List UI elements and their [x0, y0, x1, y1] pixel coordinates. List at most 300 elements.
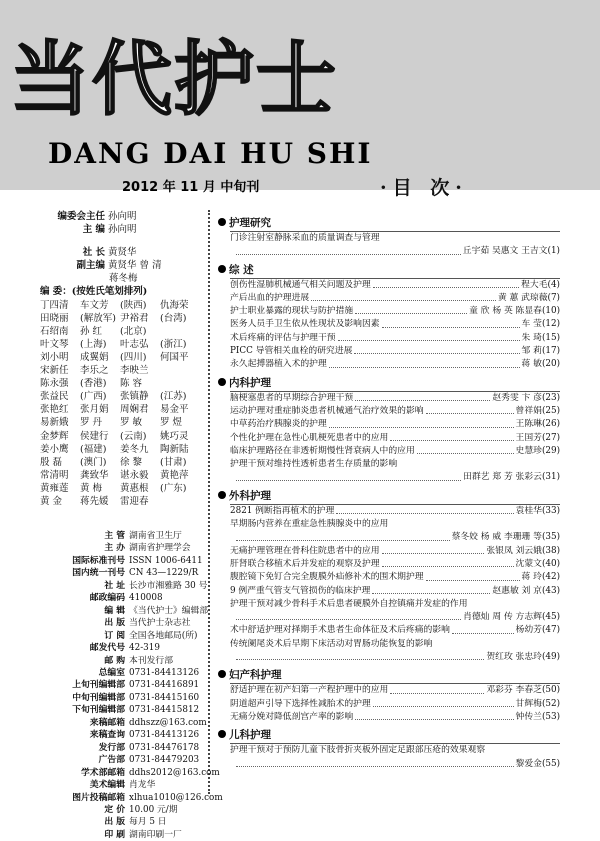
toc-entry-page: (7) [547, 292, 560, 303]
toc-entry-page: (17) [541, 346, 560, 357]
publisher-row [40, 642, 210, 654]
dot-leader [355, 392, 490, 401]
dot-leader [355, 711, 513, 720]
publisher-label: 发行部 [98, 742, 125, 753]
publisher-value: 0731-84413126 [129, 667, 200, 678]
member-name: (四川) [120, 351, 147, 363]
toc-entry-page: (1) [547, 246, 560, 257]
dot-leader [329, 418, 514, 427]
toc-entry-author: 肖德灿 周 传 方志辉 [463, 612, 542, 623]
toc-entry[interactable] [230, 638, 560, 651]
toc-entry-page: (35) [541, 532, 560, 543]
toc-entry[interactable] [230, 505, 560, 518]
toc-entry-page: (15) [541, 332, 560, 343]
publisher-label: 下旬刊编辑部 [72, 705, 125, 716]
dot-leader [382, 558, 514, 567]
toc-entry-page: (47) [541, 625, 560, 636]
publisher-label: 来稿邮箱 [89, 717, 125, 728]
dot-leader [355, 305, 467, 314]
toc-entry-page: (38) [541, 545, 560, 556]
publisher-label: 美术编辑 [89, 780, 125, 791]
member-name: 徐 黎 [120, 456, 143, 468]
publisher-row [40, 717, 210, 729]
toc-entry-title: 门诊注射室静脉采血的质量调查与管理 [230, 233, 380, 243]
toc-entry-page: (31) [541, 472, 560, 483]
member-name: (广西) [80, 391, 107, 403]
member-name: 黄雍莲 [40, 482, 69, 494]
toc-entry[interactable] [230, 651, 560, 664]
toc-entry[interactable] [230, 345, 560, 358]
toc-section-title: 护理研究 [229, 217, 271, 229]
member-name: 石绍南 [40, 325, 69, 337]
toc-entry[interactable] [230, 598, 560, 611]
bullet-icon [218, 491, 226, 499]
dot-leader [372, 585, 490, 594]
publisher-value: 0731-84479203 [129, 755, 200, 766]
publisher-row [40, 729, 210, 741]
journal-title-cn: 当代护士 [10, 33, 338, 126]
publisher-label: 上旬刊编辑部 [72, 680, 125, 691]
dot-leader [311, 292, 496, 301]
member-name: 陈永强 [40, 378, 69, 390]
editorial-board [40, 210, 210, 508]
publisher-value: ddhszz@163.com [129, 717, 207, 728]
member-name: 姚巧灵 [160, 430, 189, 442]
toc-entry-title: 护理干预对于预防儿童下肢骨折夹板外固定足跟部压疮的效果观察 [230, 745, 486, 756]
toc-entry-page: (27) [541, 432, 560, 443]
toc-section-title: 内科护理 [229, 376, 271, 389]
toc-entry-author: 沈蒙文 [515, 558, 542, 569]
publisher-value: CN 43—1229/R [129, 568, 199, 579]
member-name: 成翼娟 [80, 351, 109, 363]
bullet-icon [218, 218, 226, 226]
publisher-row [40, 692, 210, 704]
toc-entry-author: 赵秀雯 卞 彦 [492, 392, 542, 403]
member-row [40, 377, 210, 390]
toc-entry-author: 蒋 玲 [521, 572, 542, 583]
toc-entry-author: 王陈琳 [515, 419, 542, 430]
toc-entry-title: 产后出血的护理进展 [230, 292, 310, 303]
toc-entry[interactable] [230, 245, 560, 258]
publisher-value: 42-319 [129, 643, 160, 654]
member-name: 黄 金 [40, 495, 63, 507]
toc-entry-page: (53) [541, 711, 560, 722]
member-name: (陕西) [120, 299, 147, 311]
publisher-info [40, 530, 223, 841]
toc-entry[interactable] [230, 531, 560, 544]
toc-entry-title: 医务人员手卫生依从性现状及影响因素 [230, 319, 380, 330]
toc-entry-page: (12) [541, 319, 560, 330]
bullet-icon [218, 265, 226, 273]
publisher-row [40, 655, 210, 667]
toc-entry[interactable] [230, 432, 560, 445]
toc-entry[interactable] [230, 445, 560, 458]
bullet-icon [218, 670, 226, 678]
toc-section-heading [230, 375, 560, 392]
vice-editor: 副主编 黄贤华 曾 清 [76, 260, 162, 272]
member-name: (上海) [80, 338, 107, 350]
member-name: 张艳红 [40, 404, 69, 416]
toc-entry[interactable] [230, 744, 560, 757]
publisher-value: 10.00 元/期 [129, 804, 178, 815]
toc-entry-page: (10) [541, 306, 560, 317]
toc-entry[interactable] [230, 758, 560, 771]
publisher-label: 国际标准刊号 [72, 555, 125, 566]
dot-leader [236, 758, 514, 767]
publisher-row [40, 679, 210, 691]
publisher-value: 每月 5 日 [129, 817, 167, 828]
dot-leader [236, 611, 461, 620]
toc-entry-page: (29) [541, 445, 560, 456]
toc-entry[interactable] [230, 232, 560, 245]
toc-entry-page: (33) [541, 505, 560, 516]
publisher-value: 0731-84413126 [129, 730, 200, 741]
toc-entry[interactable] [230, 458, 560, 471]
publisher-label: 定 价 [104, 804, 125, 815]
member-row [40, 403, 210, 416]
toc-heading: ·目 次· [380, 177, 468, 199]
member-name: (甘肃) [160, 456, 187, 468]
publisher-label: 来稿查询 [89, 730, 125, 741]
member-row [40, 325, 210, 338]
member-name: 谌永毅 [120, 469, 149, 481]
toc-entry-author: 邓彩芬 李春芝 [486, 685, 542, 696]
publisher-label: 社 址 [104, 580, 125, 591]
dot-leader [390, 432, 513, 441]
toc-entry-title: 术后疼痛的评估与护理干预 [230, 332, 336, 343]
toc-entry-title: 临床护理路径在非透析期慢性肾衰病人中的应用 [230, 445, 415, 456]
toc-entry-title: 护士职业暴露的现状与防护措施 [230, 306, 354, 317]
toc-entry-page: (55) [541, 758, 560, 769]
member-row [40, 482, 210, 495]
dot-leader [236, 471, 461, 480]
toc-entry[interactable] [230, 332, 560, 345]
publisher-value: 全国各地邮局(所) [129, 630, 198, 641]
publisher-row [40, 742, 210, 754]
member-row [40, 338, 210, 351]
toc-entry-page: (52) [541, 698, 560, 709]
publisher-row [40, 779, 210, 791]
publisher-label: 出 版 [104, 817, 125, 828]
dot-leader [373, 698, 514, 707]
publisher-label: 总编室 [98, 667, 125, 678]
toc-entry-author: 田群艺 郑 芳 张彩云 [463, 472, 542, 483]
member-name: (广东) [160, 482, 187, 494]
toc-entry-title: 运动护理对重症肺炎患者机械通气治疗效果的影响 [230, 405, 424, 416]
toc-entry-title: 脑梗塞患者的早期综合护理干预 [230, 392, 354, 403]
bullet-icon [218, 378, 226, 386]
dot-leader [329, 358, 520, 367]
member-row [40, 312, 210, 325]
dot-leader [236, 531, 450, 540]
publisher-value: ISSN 1006-6411 [129, 555, 203, 566]
toc-entry-title: 无痛护理管理在骨科住院患者中的应用 [230, 545, 380, 556]
toc-section-title: 外科护理 [229, 489, 271, 502]
toc-entry-author: 黎爱金 [515, 758, 542, 769]
toc-section-title: 妇产科护理 [229, 669, 282, 682]
publisher-row [40, 667, 210, 679]
member-name: 张月娟 [80, 404, 109, 416]
member-name: 叶文琴 [40, 338, 69, 350]
publisher-row [40, 605, 210, 617]
toc-entry-author: 程大毛 [521, 279, 548, 290]
toc-entry-title: 护理干预对减少骨科手术后患者硬膜外自控镇痛并发症的作用 [230, 598, 468, 609]
dot-leader [373, 279, 519, 288]
member-row [40, 390, 210, 403]
toc-entry[interactable] [230, 305, 560, 318]
members-label: 编 委：(按姓氏笔划排列) [40, 286, 148, 298]
toc-entry[interactable] [230, 558, 560, 571]
toc-entry-title: 无痛分娩对降低剖宫产率的影响 [230, 711, 354, 722]
toc-entry-title: 传统阑尾炎术后早期下床活动对胃肠功能恢复的影响 [230, 638, 433, 649]
publisher-row [40, 804, 210, 816]
member-name: 刘小明 [40, 351, 69, 363]
member-name: 罗 煜 [160, 417, 183, 429]
dot-leader [417, 445, 514, 454]
toc-entry-page: (20) [541, 359, 560, 370]
publisher-label: 邮政编码 [89, 593, 125, 604]
toc-entry-title: 9 例严重气管支气管损伤的临床护理 [230, 585, 371, 596]
member-name: 李乐之 [80, 365, 109, 377]
toc-entry-page: (26) [541, 419, 560, 430]
toc-entry[interactable] [230, 624, 560, 637]
publisher-label: 邮发代号 [89, 643, 125, 654]
toc-entry[interactable] [230, 418, 560, 431]
toc-entry-author: 蔡冬姣 杨 威 李珊珊 等 [451, 532, 542, 543]
publisher-label: 邮 购 [104, 655, 125, 666]
toc-entry-author: 朱 琦 [521, 332, 542, 343]
member-name: 周娴君 [120, 404, 149, 416]
toc-entry-title: 2821 例断指再植术的护理 [230, 505, 335, 516]
president: 社 长 黄贤华 [82, 247, 137, 259]
toc-entry-title: PICC 导管相关血栓的研究进展 [230, 346, 353, 357]
publisher-value: 本刊发行部 [129, 655, 173, 666]
publisher-label: 订 阅 [104, 630, 125, 641]
publisher-label: 学术部邮箱 [81, 767, 125, 778]
toc-entry-page: (40) [541, 558, 560, 569]
toc-section-heading [230, 262, 560, 279]
member-name: (福建) [80, 443, 107, 455]
member-name: 陈 容 [120, 378, 143, 390]
member-name: 姜小鹰 [40, 443, 69, 455]
member-name: 仇海荣 [160, 299, 189, 311]
journal-title-en: DANG DAI HU SHI [48, 137, 373, 170]
toc-entry[interactable] [230, 471, 560, 484]
publisher-label: 编 辑 [104, 605, 125, 616]
toc-entry-author: 赵惠敏 刘 京 [492, 585, 542, 596]
toc-section-heading [230, 488, 560, 505]
member-name: 叶志弘 [120, 338, 149, 350]
publisher-row [40, 530, 210, 542]
toc-entry-author: 黄 蕙 武琼薇 [497, 292, 548, 303]
toc-entry[interactable] [230, 318, 560, 331]
member-name: 殷 磊 [40, 456, 63, 468]
publisher-value: 《当代护士》编辑部 [129, 605, 209, 616]
toc-entry-page: (23) [541, 392, 560, 403]
publisher-row [40, 567, 210, 579]
member-name: (香港) [80, 378, 107, 390]
member-name: 常清明 [40, 469, 69, 481]
toc-entry-page: (45) [541, 612, 560, 623]
publisher-label: 广告部 [98, 755, 125, 766]
member-name: 何国平 [160, 351, 189, 363]
toc-entry[interactable] [230, 518, 560, 531]
toc-entry[interactable] [230, 711, 560, 724]
publisher-value: 410008 [129, 593, 163, 604]
publisher-row [40, 630, 210, 642]
toc-entry-author: 史慧珍 [515, 445, 542, 456]
toc-entry[interactable] [230, 611, 560, 624]
toc-entry[interactable] [230, 698, 560, 711]
toc-section-heading [230, 215, 560, 232]
member-name: 侯建行 [80, 430, 109, 442]
member-name: 张益民 [40, 391, 69, 403]
toc-entry-title: 护理干预对维持性透析患者生存质量的影响 [230, 459, 398, 470]
toc-entry-title: 术中舒适护理对择期手术患者生命体征及术后疼痛的影响 [230, 625, 450, 636]
toc-entry-author: 童 欣 杨 英 陈显春 [469, 306, 542, 317]
publisher-row [40, 792, 223, 804]
dot-leader [236, 651, 484, 660]
member-row [40, 469, 210, 482]
toc-entry[interactable] [230, 392, 560, 405]
toc-entry-page: (25) [541, 405, 560, 416]
member-row [40, 495, 210, 508]
member-name: 金梦辉 [40, 430, 69, 442]
publisher-value: 0731-84415160 [129, 692, 200, 703]
toc-entry-author: 车 莹 [521, 319, 542, 330]
publisher-value: 长沙市湘雅路 30 号 [129, 580, 208, 591]
dot-leader [390, 684, 484, 693]
dot-leader [382, 318, 520, 327]
member-name: 姜冬九 [120, 443, 149, 455]
toc-entry-page: (50) [541, 685, 560, 696]
publisher-label: 出 版 [104, 618, 125, 629]
toc-entry-page: (4) [547, 279, 560, 290]
member-name: 田晓丽 [40, 312, 69, 324]
member-name: 宋新任 [40, 365, 69, 377]
publisher-label: 图片投稿邮箱 [72, 792, 125, 803]
member-row [40, 430, 210, 443]
vice-editor-2: 蒋冬梅 [109, 273, 138, 285]
member-name: 车文芳 [80, 299, 109, 311]
toc-entry[interactable] [230, 545, 560, 558]
publisher-label: 主 办 [104, 543, 125, 554]
member-name: 易新娥 [40, 417, 69, 429]
publisher-value: 0731-84416891 [129, 680, 200, 691]
publisher-value: xlhua1010@126.com [129, 792, 223, 803]
publisher-label: 主 管 [104, 531, 125, 541]
publisher-row [40, 542, 210, 554]
dot-leader [354, 345, 519, 354]
publisher-label: 国内统一刊号 [72, 568, 125, 579]
member-name: 易金平 [160, 404, 189, 416]
member-name: (解放军) [80, 312, 116, 324]
member-name: 李映兰 [120, 365, 149, 377]
toc-entry-page: (42) [541, 572, 560, 583]
publisher-row [40, 704, 210, 716]
member-row [40, 351, 210, 364]
member-name: 张镇静 [120, 391, 149, 403]
toc-section-title: 综 述 [229, 263, 254, 276]
member-name: 雷迎春 [120, 495, 149, 507]
toc-entry-title: 中草药治疗胰腺炎的护理 [230, 419, 327, 430]
toc-entry-author: 邹 莉 [521, 346, 542, 357]
table-of-contents [230, 212, 560, 771]
publisher-value: 湖南省卫生厅 [129, 531, 182, 541]
member-name: (江苏) [160, 391, 187, 403]
member-name: 孙 红 [80, 325, 103, 337]
publisher-row [40, 816, 210, 828]
publisher-row [40, 754, 210, 766]
dot-leader [426, 571, 520, 580]
publisher-value: 当代护士杂志社 [129, 618, 191, 629]
publisher-value: 湖南印刷一厂 [129, 829, 182, 840]
member-name: (台湾) [160, 312, 187, 324]
toc-entry-author: 贺红玫 张忠玲 [486, 652, 542, 663]
toc-entry-author: 蒋 敏 [521, 359, 542, 370]
toc-entry[interactable] [230, 358, 560, 371]
member-name: 丁四清 [40, 299, 69, 311]
toc-entry-title: 舒适护理在初产妇第一产程护理中的应用 [230, 685, 389, 696]
toc-entry[interactable] [230, 571, 560, 584]
toc-entry-author: 丘宇茹 吴惠文 王吉文 [462, 246, 548, 257]
toc-entry[interactable] [230, 585, 560, 598]
toc-entry-page: (43) [541, 585, 560, 596]
publisher-row [40, 592, 210, 604]
member-name: 罗 丹 [80, 417, 103, 429]
toc-entry[interactable] [230, 684, 560, 697]
publisher-value: ddhs2012@163.com [129, 767, 220, 778]
dot-leader [426, 405, 514, 414]
dot-leader [382, 545, 485, 554]
toc-entry-title: 早期肠内营养在重症急性胰腺炎中的应用 [230, 519, 389, 530]
publisher-row [40, 829, 210, 841]
member-name: 黄 梅 [80, 482, 103, 494]
toc-entry[interactable] [230, 279, 560, 292]
toc-entry[interactable] [230, 405, 560, 418]
member-name: 龚致华 [80, 469, 109, 481]
issue-date: 2012 年 11 月 中旬刊 [122, 180, 260, 195]
toc-entry-author: 曾祥娟 [515, 405, 542, 416]
toc-section-heading [230, 667, 560, 684]
toc-entry[interactable] [230, 292, 560, 305]
member-row [40, 443, 210, 456]
publisher-label: 印 刷 [104, 829, 125, 840]
publisher-value: 0731-84415812 [129, 705, 200, 716]
member-name: (浙江) [160, 338, 187, 350]
toc-entry-author: 杨幼芳 [515, 625, 542, 636]
committee-head: 编委会主任 孙向明 [57, 211, 137, 222]
member-row [40, 299, 210, 312]
toc-entry-author: 袁桂华 [515, 505, 542, 516]
toc-entry-page: (49) [541, 652, 560, 663]
member-name: 罗 敏 [120, 417, 143, 429]
toc-section-title: 儿科护理 [229, 729, 271, 742]
publisher-value: 肖龙华 [129, 780, 156, 791]
dot-leader [236, 245, 461, 254]
publisher-value: 0731-84476178 [129, 742, 200, 753]
member-name: 黄艳萍 [160, 469, 189, 481]
member-name: (澳门) [80, 456, 107, 468]
dot-leader [338, 332, 520, 341]
toc-entry-title: 创伤性湿肺机械通气相关问题及护理 [230, 279, 371, 290]
member-name: (北京) [120, 325, 147, 337]
toc-entry-author: 钟传兰 [515, 711, 542, 722]
member-list [40, 299, 210, 509]
toc-section-heading [230, 727, 560, 744]
publisher-row [40, 555, 210, 567]
toc-entry-title: 阴道超声引导下选择性减胎术的护理 [230, 698, 371, 709]
